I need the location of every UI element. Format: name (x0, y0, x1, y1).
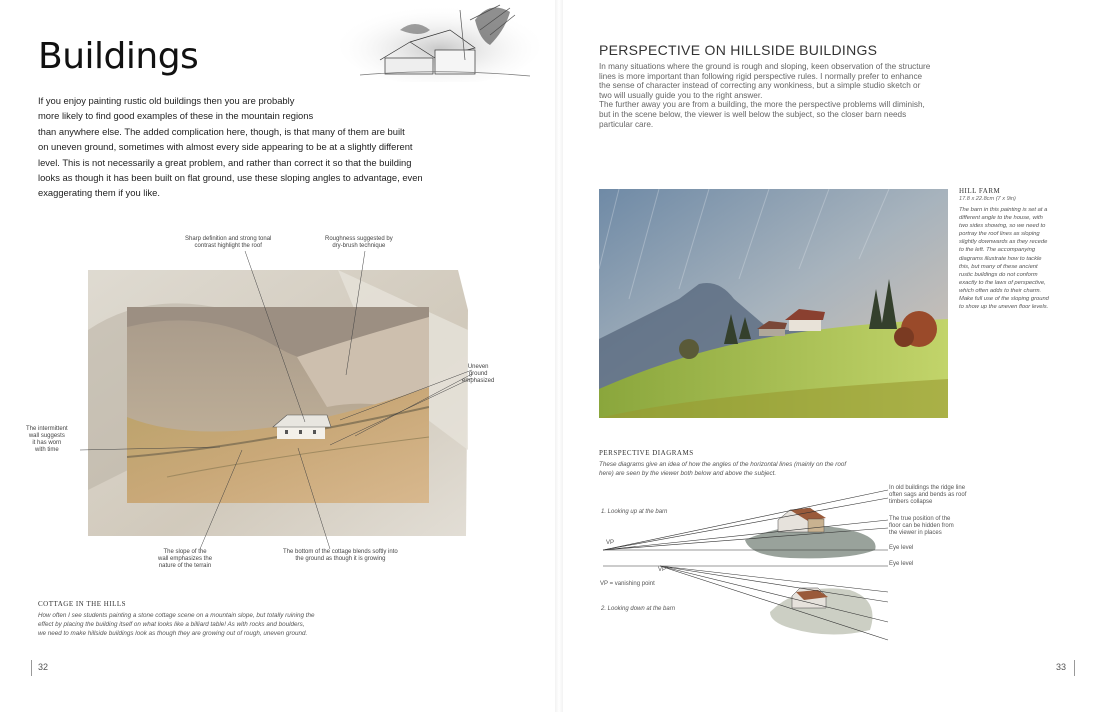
eye-level-label: Eye level (889, 561, 914, 567)
note-line: often sags and bends as roof (889, 492, 967, 498)
vanishing-point-definition: VP = vanishing point (600, 581, 655, 587)
intro-line: If you enjoy painting rustic old buildings then you are probably (38, 95, 295, 106)
annotation-line: Uneven (467, 364, 489, 370)
note-line: the viewer in places (889, 530, 942, 536)
body-line: the sense of character instead of correcting any wonkiness, but a simple studio sketch or (599, 81, 921, 91)
vanishing-point-label: VP (606, 540, 615, 546)
caption-line: rustic buildings do not conform (959, 271, 1038, 278)
diagram-label-looking-up: 1. Looking up at the barn (601, 509, 668, 515)
diagrams-title: PERSPECTIVE DIAGRAMS (599, 449, 694, 457)
page-title: Buildings (38, 36, 199, 77)
caption-line: here) are seen by the viewer both below and above the subject. (599, 470, 777, 478)
body-line: lines is more important than following rigid perspective rules. I normally prefer to enhance (599, 71, 923, 81)
intro-line: level. This is not necessarily a great problem, and rather than correct it so that the building (38, 156, 412, 168)
caption-line: exactly to the laws of perspective, (959, 279, 1046, 286)
annotation-line: wall suggests (28, 433, 65, 439)
hill-farm-size: 17.8 x 22.8cm (7 x 9in) (959, 196, 1016, 202)
annotation-line: the ground as though it is growing (295, 556, 386, 562)
caption-line: to the left. The accompanying (959, 247, 1036, 254)
annotation-line: wall emphasizes the (158, 556, 213, 562)
page-number-left: 32 (38, 662, 49, 672)
annotation-line: The bottom of the cottage blends softly into (283, 549, 398, 555)
caption-line: effect by placing the building itself on what looks like a billiard table! As with rocks and boulders, (38, 621, 305, 629)
page-number-right: 33 (1056, 662, 1067, 672)
caption-line: this, but many of these ancient (959, 263, 1038, 270)
caption-line: diagrams illustrate how to tackle (959, 255, 1042, 262)
hill-farm-title: HILL FARM (959, 187, 1001, 195)
note-line: The true position of the (889, 516, 951, 522)
annotation-line: The slope of the (163, 549, 207, 555)
note-ridge-line (889, 485, 966, 506)
note-line: floor can be hidden from (889, 523, 954, 529)
annotation-line: Sharp definition and strong tonal (185, 236, 272, 242)
intro-line: exaggerating them if you like. (38, 187, 160, 199)
caption-line: portray the roof lines as sloping (959, 231, 1040, 238)
annotation-line: The intermittent (26, 426, 68, 432)
note-floor-position (889, 516, 954, 537)
caption-line: The barn in this painting is set at a (959, 207, 1048, 213)
caption-line: to show up the uneven floor levels. (959, 304, 1049, 311)
annotation-line: emphasized (462, 378, 495, 384)
caption-line: which often adds to their charm. (959, 287, 1042, 294)
caption-line: slightly downwards as they recede (959, 239, 1048, 246)
intro-line: than anywhere else. The added complication here, though, is that many of them are built (38, 125, 405, 137)
annotation-line: ground (468, 371, 488, 377)
body-line: but in the scene below, the viewer is well below the subject, so the closer barn needs (599, 109, 907, 119)
annotation-line: nature of the terrain (158, 563, 212, 569)
vanishing-point-label: VP (658, 567, 667, 573)
body-line: two will usually guide you to the right answer. (599, 90, 763, 100)
caption-line: we need to make hillside buildings look as though they are growing out of rough, uneven ground. (38, 630, 308, 638)
note-line: In old buildings the ridge line (889, 485, 966, 491)
diagram-label-looking-down: 2. Looking down at the barn (601, 606, 676, 612)
caption-line: How often I see students painting a stone cottage scene on a mountain slope, but totally ruining the (38, 612, 315, 619)
annotation-line: with time (35, 447, 59, 453)
annotation-line: it has worn (32, 440, 62, 446)
annotation-line: Roughness suggested by (325, 236, 393, 242)
body-line: The further away you are from a building, the more the perspective problems will diminish, (599, 100, 925, 110)
intro-line: looks as though it has been built on flat ground, use these sloping angles to advantage, even (38, 172, 423, 184)
caption-line: two sides showing, so we need to (959, 223, 1046, 230)
intro-line: more likely to find good examples of these in the mountain regions (38, 110, 314, 122)
note-line: timbers collapse (889, 499, 933, 505)
eye-level-label: Eye level (889, 545, 914, 551)
caption-line: These diagrams give an idea of how the angles of the horizontal lines (mainly on the roof (599, 461, 847, 468)
annotation-line: dry-brush technique (332, 243, 386, 249)
folio-rule (1074, 660, 1075, 676)
caption-line: Make full use of the sloping ground (959, 296, 1049, 303)
section-title: PERSPECTIVE ON HILLSIDE BUILDINGS (599, 42, 878, 58)
body-line: In many situations where the ground is rough and sloping, keen observation of the structure (599, 62, 931, 71)
intro-line: on uneven ground, sometimes with almost every side appearing to be at a slightly different (38, 141, 413, 153)
body-line: particular care. (599, 119, 654, 129)
caption-title: COTTAGE IN THE HILLS (38, 600, 127, 608)
annotation-line: contrast highlight the roof (194, 243, 262, 249)
caption-line: different angle to the house, with (959, 215, 1043, 222)
